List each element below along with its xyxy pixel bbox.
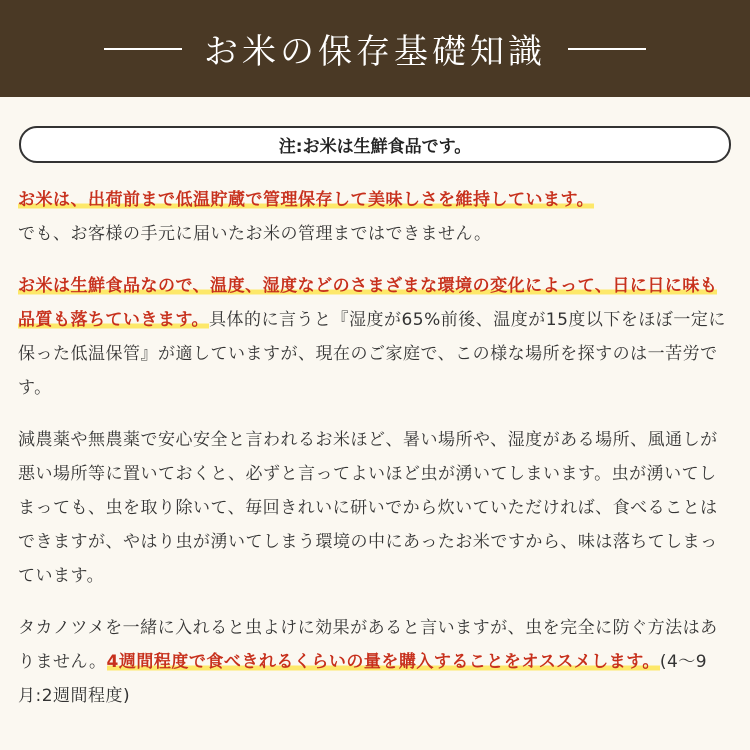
period-note: (4〜9月:2週間程度) bbox=[18, 652, 708, 706]
title-banner bbox=[0, 0, 750, 97]
paragraph-1 bbox=[18, 183, 733, 251]
title-right-rule bbox=[568, 48, 646, 50]
body-text: 減農薬や無農薬で安心安全と言われるお米ほど、暑い場所や、湿度がある場所、風通しが悪い場所等に置いておくと、必ずと言ってよいほど虫が湧いてしまいます。虫が湧いてしまっても、虫を取り除いて、毎回きれいに研いでから炊いていただければ、食べることはできますが、やはり虫が湧いてしまう環境の中にあったお米ですから、味は落ちてしまっています。 bbox=[18, 430, 718, 586]
body-text: タカノツメを一緒に入れると虫よけに効果があると言いますが、虫を完全に防ぐ方法はありません。 bbox=[18, 618, 718, 672]
paragraph-4 bbox=[18, 611, 733, 713]
page-title: お米の保存基礎知識 bbox=[204, 32, 546, 72]
paragraph-3 bbox=[18, 423, 733, 593]
article-body bbox=[18, 183, 733, 731]
body-text: でも、お客様の手元に届いたお米の管理まではできません。 bbox=[18, 224, 492, 244]
note-label: 注:お米は生鮮食品です。 bbox=[278, 137, 472, 157]
highlight-text: お米は、出荷前まで低温貯蔵で管理保存して美味しさを維持しています。 bbox=[18, 190, 595, 210]
title-left-rule bbox=[104, 48, 182, 50]
paragraph-2 bbox=[18, 269, 733, 405]
highlight-text: 4週間程度で食べきれるくらいの量を購入することをオススメします。 bbox=[106, 652, 660, 672]
highlight-text: お米は生鮮食品なので、温度、湿度などのさまざまな環境の変化によって、日に日に味も品質も落ちていきます。 bbox=[18, 276, 718, 330]
note-box bbox=[19, 126, 731, 163]
body-text: 具体的に言うと『湿度が65%前後、温度が15度以下をほぼ一定に保った低温保管』が適していますが、現在のご家庭で、この様な場所を探すのは一苦労です。 bbox=[18, 310, 726, 398]
